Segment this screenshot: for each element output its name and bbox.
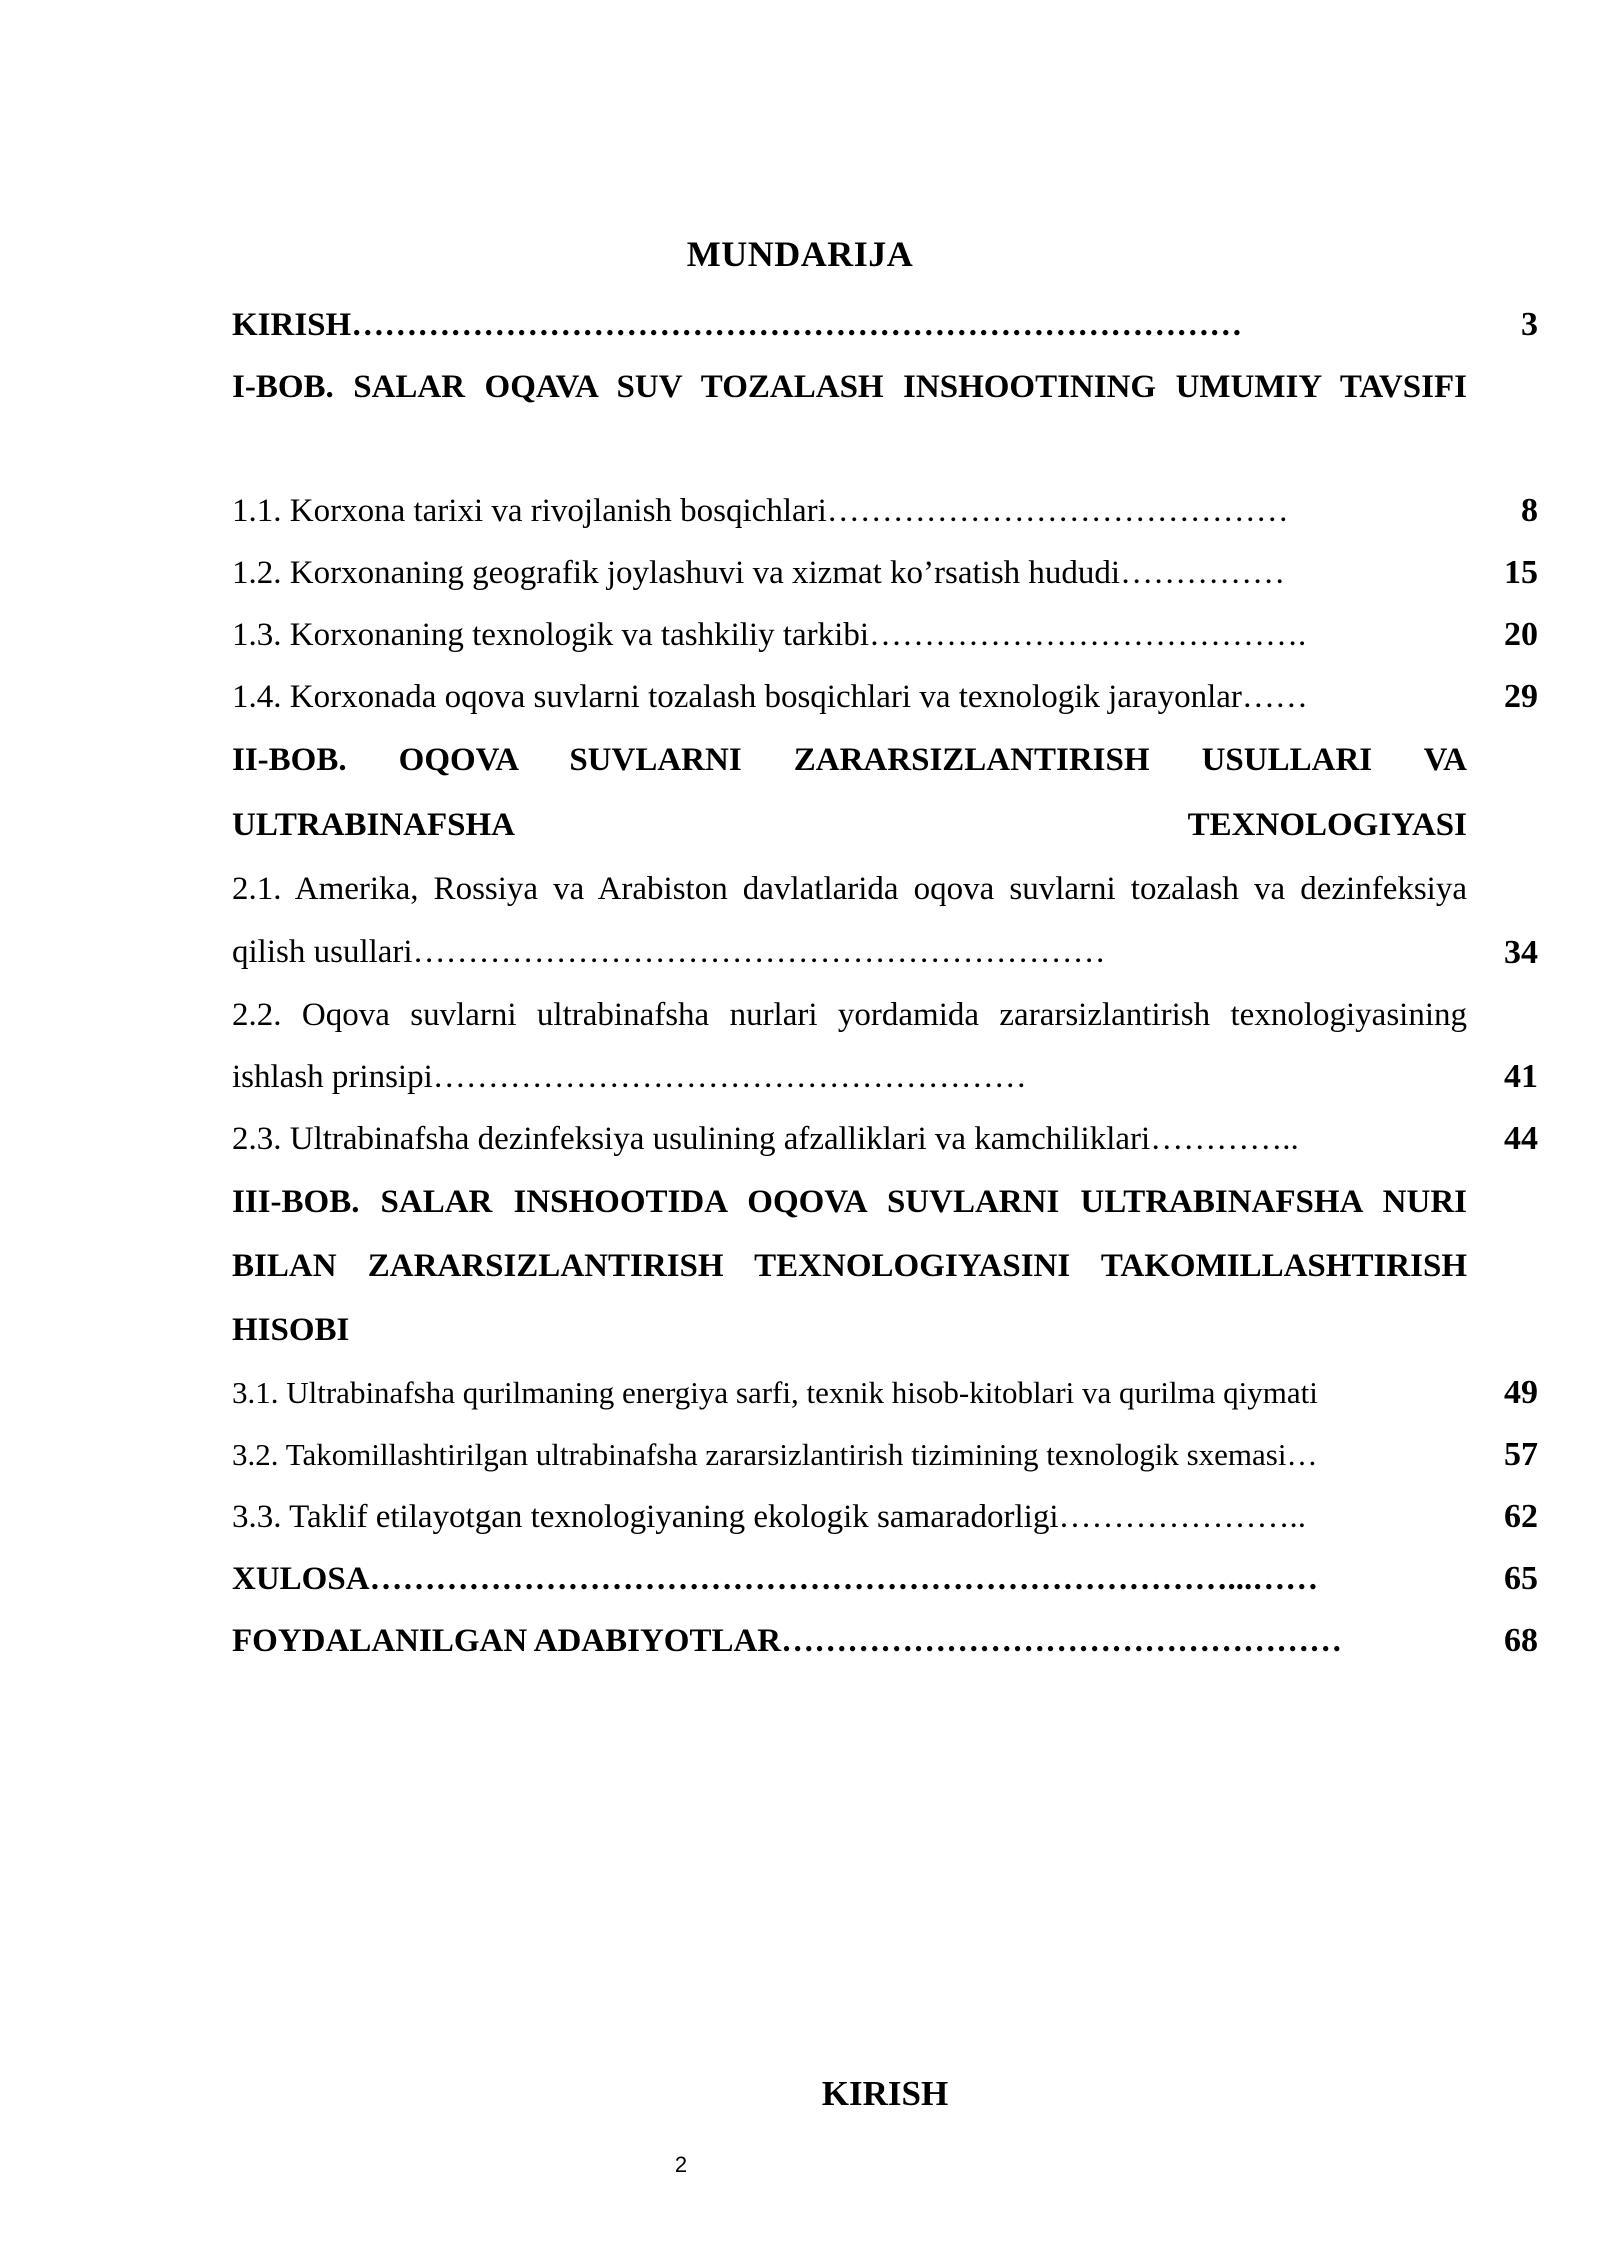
toc-entry-chapter-2[interactable] <box>232 728 1538 858</box>
toc-entry-page: 65 <box>1504 1560 1538 1597</box>
toc-entry-page: 44 <box>1504 1120 1538 1157</box>
toc-entry-xulosa[interactable] <box>232 1548 1538 1610</box>
toc-entry-1-4[interactable] <box>232 666 1538 728</box>
toc-entry-page: 8 <box>1521 492 1538 529</box>
table-of-contents <box>232 294 1538 1672</box>
toc-entry-page: 3 <box>1521 306 1538 343</box>
toc-entry-page: 29 <box>1504 678 1538 715</box>
page-title: MUNDARIJA <box>686 234 914 274</box>
toc-entry-page: 68 <box>1504 1622 1538 1659</box>
toc-entry-3-2[interactable] <box>232 1424 1538 1486</box>
toc-entry-text: 1.3. Korxonaning texnologik va tashkiliy tarkibi…………………………………. <box>232 617 1307 653</box>
toc-entry-2-1[interactable] <box>232 858 1538 984</box>
toc-entry-text: 3.1. Ultrabinafsha qurilmaning energiya sarfi, texnik hisob-kitoblari va qurilma qiymati <box>232 1375 1318 1410</box>
toc-entry-text: FOYDALANILGAN ADABIYOTLAR…………………………………………… <box>232 1623 1343 1659</box>
toc-entry-page: 62 <box>1504 1498 1538 1535</box>
toc-entry-chapter-3[interactable] <box>232 1170 1538 1362</box>
toc-entry-text: 1.1. Korxona tarixi va rivojlanish bosqichlari…………………………………… <box>232 493 1289 529</box>
toc-entry-3-3[interactable] <box>232 1486 1538 1548</box>
toc-entry-text: I-BOB. SALAR OQAVA SUV TOZALASH INSHOOTINING UMUMIY TAVSIFI <box>232 369 1467 405</box>
toc-entry-2-3[interactable] <box>232 1108 1538 1170</box>
toc-entry-text: 3.3. Taklif etilayotgan texnologiyaning ekologik samaradorligi………………….. <box>232 1499 1306 1535</box>
toc-entry-text: 1.2. Korxonaning geografik joylashuvi va xizmat ko’rsatish hududi…………… <box>232 555 1286 591</box>
toc-entry-page: 49 <box>1504 1374 1538 1411</box>
toc-entry-text: 3.2. Takomillashtirilgan ultrabinafsha zararsizlantirish tizimining texnologik sxemasi… <box>232 1437 1318 1472</box>
toc-entry-text: 1.4. Korxonada oqova suvlarni tozalash bosqichlari va texnologik jarayonlar…… <box>232 679 1308 715</box>
toc-entry-text: 2.3. Ultrabinafsha dezinfeksiya usulining afzalliklari va kamchiliklari………….. <box>232 1121 1299 1157</box>
toc-entry-page: 15 <box>1504 554 1538 591</box>
toc-entry-text: II-BOB. OQOVA SUVLARNI ZARARSIZLANTIRISH USULLARI VA ULTRABINAFSHA TEXNOLOGIYASI <box>232 742 1467 843</box>
toc-entry-text: KIRISH……………………………………………………………………… <box>232 307 1243 343</box>
section-heading-kirish: KIRISH <box>821 2074 949 2113</box>
toc-entry-page: 41 <box>1504 1058 1538 1095</box>
toc-entry-text: XULOSA……………………………………………………………………...…… <box>232 1561 1319 1597</box>
toc-entry-1-1[interactable] <box>232 480 1538 542</box>
toc-entry-3-1[interactable] <box>232 1362 1538 1424</box>
toc-entry-page: 20 <box>1504 616 1538 653</box>
toc-entry-1-2[interactable] <box>232 542 1538 604</box>
toc-entry-adabiyotlar[interactable] <box>232 1610 1538 1672</box>
toc-entry-2-2[interactable] <box>232 984 1538 1108</box>
toc-entry-kirish[interactable] <box>232 294 1538 356</box>
toc-entry-chapter-1[interactable] <box>232 356 1538 480</box>
toc-entry-text: 2.2. Oqova suvlarni ultrabinafsha nurlari yordamida zararsizlantirish texnologiyasining ishlash prinsipi……………………………………………… <box>232 997 1467 1095</box>
toc-entry-text: 2.1. Amerika, Rossiya va Arabiston davlatlarida oqova suvlarni tozalash va dezinfeksiya qilish usullari……………………………………………………… <box>232 871 1467 970</box>
toc-entry-page: 57 <box>1504 1436 1538 1473</box>
toc-entry-1-3[interactable] <box>232 604 1538 666</box>
page-number: 2 <box>674 2152 688 2177</box>
toc-entry-text: III-BOB. SALAR INSHOOTIDA OQOVA SUVLARNI ULTRABINAFSHA NURI BILAN ZARARSIZLANTIRISH TEXNOLOGIYASINI TAKOMILLASHTIRISH HISOBI <box>232 1184 1467 1348</box>
toc-entry-page: 34 <box>1504 934 1538 971</box>
